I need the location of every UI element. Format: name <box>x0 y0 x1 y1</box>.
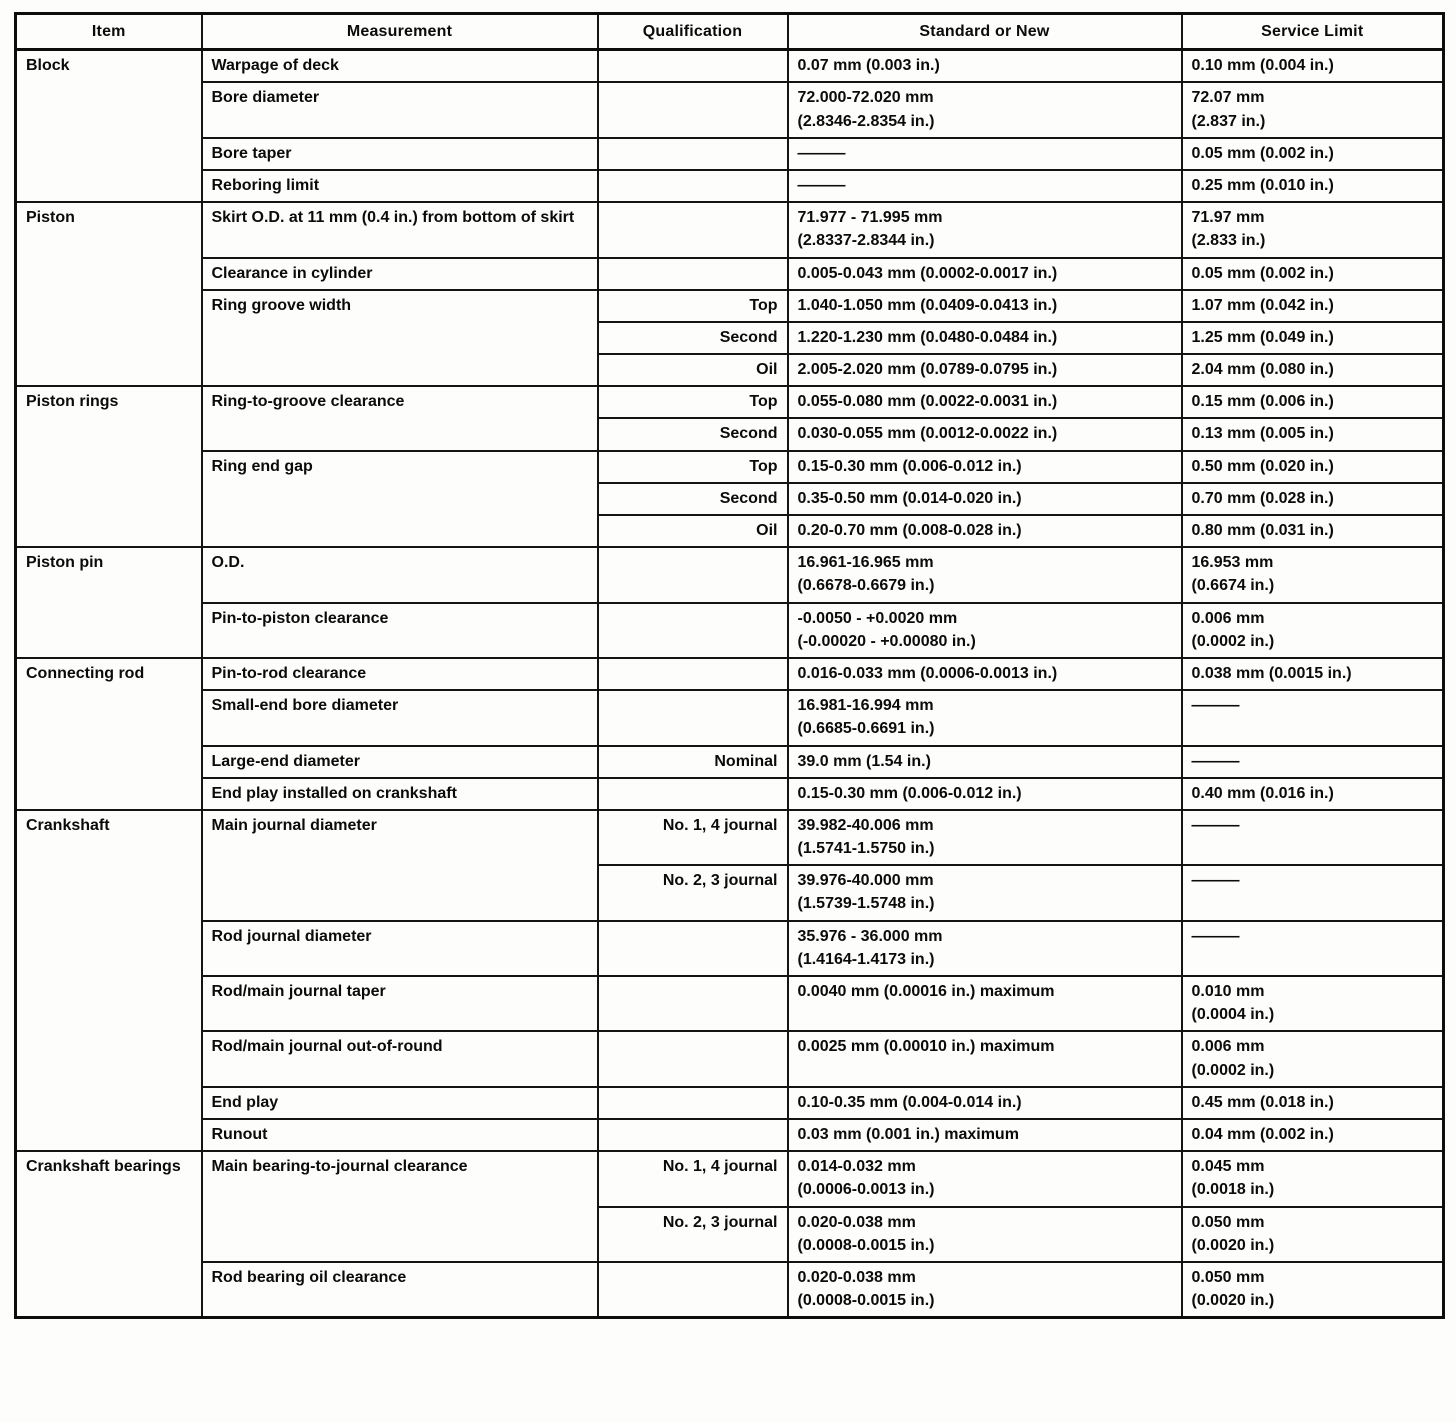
table-header-row <box>16 14 1444 50</box>
cell-line: 2.005-2.020 mm (0.0789-0.0795 in.) <box>797 361 1058 379</box>
qualification-cell <box>598 515 788 547</box>
cell-line: 0.010 mm <box>1191 983 1265 1000</box>
qualification-cell <box>598 258 788 290</box>
service-limit-cell <box>1182 810 1444 865</box>
item-cell <box>16 202 202 386</box>
standard-or-new-cell <box>788 354 1182 386</box>
cell-line: 16.953 mm <box>1191 554 1274 572</box>
standard-or-new-cell <box>788 451 1182 483</box>
cell-line: (2.833 in.) <box>1191 232 1266 250</box>
cell-line: (0.0006-0.0013 in.) <box>797 1181 935 1199</box>
cell-line: (0.0008-0.0015 in.) <box>797 1236 935 1254</box>
qualification-cell <box>598 170 788 202</box>
measurement-cell <box>202 1031 598 1086</box>
measurement-cell <box>202 658 598 690</box>
service-limit-cell <box>1182 82 1444 137</box>
qualification-cell <box>598 547 788 602</box>
engine-spec-table <box>14 12 1445 1319</box>
item-cell <box>16 810 202 1151</box>
cell-line: 1.25 mm (0.049 in.) <box>1191 328 1334 346</box>
cell-line: ——— <box>797 144 846 162</box>
cell-line: 0.014-0.032 mm <box>797 1158 916 1176</box>
service-limit-cell <box>1182 50 1444 83</box>
service-limit-cell <box>1182 386 1444 418</box>
table-row <box>16 170 1444 202</box>
cell-line: 0.80 mm (0.031 in.) <box>1191 522 1334 539</box>
cell-line: (0.0020 in.) <box>1191 1236 1275 1254</box>
cell-line: 1.040-1.050 mm (0.0409-0.0413 in.) <box>797 296 1058 314</box>
cell-line: ——— <box>1191 752 1240 770</box>
cell-line: 0.05 mm (0.002 in.) <box>1191 144 1334 162</box>
cell-line: Oil <box>756 361 778 379</box>
measurement-cell <box>202 50 598 83</box>
cell-line: 0.35-0.50 mm (0.014-0.020 in.) <box>797 489 1022 507</box>
qualification-cell <box>598 1151 788 1206</box>
cell-line: (2.837 in.) <box>1191 112 1266 130</box>
measurement-cell <box>202 258 598 290</box>
cell-line: 0.016-0.033 mm (0.0006-0.0013 in.) <box>797 664 1058 682</box>
qualification-cell <box>598 921 788 976</box>
standard-or-new-cell <box>788 483 1182 515</box>
qualification-cell <box>598 658 788 690</box>
header-standard-or-new: Standard or New <box>788 14 1182 50</box>
table-row <box>16 1031 1444 1086</box>
service-limit-cell <box>1182 170 1444 202</box>
table-row <box>16 547 1444 602</box>
cell-line: 0.15-0.30 mm (0.006-0.012 in.) <box>797 784 1022 802</box>
measurement-cell <box>202 1087 598 1119</box>
cell-line: 0.40 mm (0.016 in.) <box>1191 784 1334 802</box>
cell-line: End play installed on crankshaft <box>211 784 457 802</box>
service-limit-cell <box>1182 1087 1444 1119</box>
cell-line: (0.0002 in.) <box>1191 632 1275 650</box>
header-service-limit: Service Limit <box>1182 14 1444 50</box>
cell-line: 0.10 mm (0.004 in.) <box>1191 57 1334 75</box>
standard-or-new-cell <box>788 778 1182 810</box>
cell-line: Top <box>749 296 778 314</box>
cell-line: 0.04 mm (0.002 in.) <box>1191 1125 1334 1143</box>
header-qualification: Qualification <box>598 14 788 50</box>
cell-line: Small-end bore diameter <box>211 697 399 715</box>
qualification-cell <box>598 418 788 450</box>
qualification-cell <box>598 1031 788 1086</box>
cell-line: (0.6678-0.6679 in.) <box>797 577 935 595</box>
service-limit-cell <box>1182 483 1444 515</box>
standard-or-new-cell <box>788 138 1182 170</box>
service-limit-cell <box>1182 322 1444 354</box>
measurement-cell <box>202 170 598 202</box>
cell-line: O.D. <box>211 554 245 572</box>
measurement-cell <box>202 202 598 257</box>
standard-or-new-cell <box>788 1119 1182 1151</box>
item-cell <box>16 386 202 547</box>
qualification-cell <box>598 82 788 137</box>
cell-line: 0.07 mm (0.003 in.) <box>797 57 940 75</box>
table-row <box>16 1262 1444 1318</box>
measurement-cell <box>202 547 598 602</box>
standard-or-new-cell <box>788 290 1182 322</box>
service-limit-cell <box>1182 690 1444 745</box>
qualification-cell <box>598 354 788 386</box>
cell-line: ——— <box>1191 816 1240 834</box>
cell-line: 0.038 mm (0.0015 in.) <box>1191 664 1352 682</box>
cell-line: (0.0002 in.) <box>1191 1061 1275 1079</box>
cell-line: Main journal diameter <box>211 816 377 834</box>
qualification-cell <box>598 1262 788 1318</box>
cell-line: 0.0040 mm (0.00016 in.) maximum <box>797 983 1055 1000</box>
service-limit-cell <box>1182 976 1444 1031</box>
measurement-cell <box>202 451 598 548</box>
service-limit-cell <box>1182 658 1444 690</box>
cell-line: Crankshaft bearings <box>26 1158 181 1176</box>
standard-or-new-cell <box>788 50 1182 83</box>
cell-line: (1.4164-1.4173 in.) <box>797 950 935 968</box>
cell-line: Connecting rod <box>26 664 145 682</box>
item-cell <box>16 658 202 810</box>
standard-or-new-cell <box>788 515 1182 547</box>
qualification-cell <box>598 810 788 865</box>
cell-line: -0.0050 - +0.0020 mm <box>797 609 958 627</box>
cell-line: Skirt O.D. at 11 mm (0.4 in.) from bottom of skirt <box>211 209 575 227</box>
standard-or-new-cell <box>788 1087 1182 1119</box>
service-limit-cell <box>1182 1031 1444 1086</box>
service-limit-cell <box>1182 1119 1444 1151</box>
cell-line: (2.8337-2.8344 in.) <box>797 232 935 250</box>
cell-line: Top <box>749 457 778 475</box>
cell-line: Oil <box>756 522 778 539</box>
cell-line: 0.045 mm <box>1191 1158 1265 1176</box>
cell-line: Runout <box>211 1125 268 1143</box>
service-limit-cell <box>1182 865 1444 920</box>
qualification-cell <box>598 1087 788 1119</box>
service-limit-cell <box>1182 451 1444 483</box>
cell-line: No. 2, 3 journal <box>662 872 778 890</box>
qualification-cell <box>598 746 788 778</box>
qualification-cell <box>598 1207 788 1262</box>
cell-line: 0.10-0.35 mm (0.004-0.014 in.) <box>797 1093 1022 1111</box>
cell-line: 72.07 mm <box>1191 89 1265 107</box>
cell-line: Crankshaft <box>26 816 110 834</box>
standard-or-new-cell <box>788 746 1182 778</box>
cell-line: ——— <box>797 176 846 194</box>
cell-line: ——— <box>1191 872 1240 890</box>
cell-line: Ring end gap <box>211 457 313 475</box>
cell-line: Pin-to-rod clearance <box>211 664 367 682</box>
cell-line: 0.70 mm (0.028 in.) <box>1191 489 1334 507</box>
table-row <box>16 50 1444 83</box>
cell-line: Rod journal diameter <box>211 927 372 945</box>
header-measurement: Measurement <box>202 14 598 50</box>
standard-or-new-cell <box>788 322 1182 354</box>
cell-line: End play <box>211 1093 279 1111</box>
cell-line: (0.0004 in.) <box>1191 1006 1275 1024</box>
cell-line: No. 2, 3 journal <box>662 1213 778 1231</box>
qualification-cell <box>598 483 788 515</box>
standard-or-new-cell <box>788 603 1182 658</box>
table-row <box>16 658 1444 690</box>
service-limit-cell <box>1182 1207 1444 1262</box>
cell-line: 2.04 mm (0.080 in.) <box>1191 361 1334 379</box>
standard-or-new-cell <box>788 1151 1182 1206</box>
qualification-cell <box>598 865 788 920</box>
cell-line: Piston pin <box>26 554 104 572</box>
cell-line: 0.030-0.055 mm (0.0012-0.0022 in.) <box>797 425 1058 443</box>
table-row <box>16 921 1444 976</box>
table-row <box>16 746 1444 778</box>
service-limit-cell <box>1182 1262 1444 1318</box>
cell-line: Clearance in cylinder <box>211 264 373 282</box>
cell-line: 71.97 mm <box>1191 209 1265 227</box>
table-row <box>16 202 1444 257</box>
cell-line: Pin-to-piston clearance <box>211 609 389 627</box>
cell-line: (1.5741-1.5750 in.) <box>797 840 935 858</box>
item-cell <box>16 547 202 658</box>
qualification-cell <box>598 386 788 418</box>
cell-line: Rod/main journal out-of-round <box>211 1038 443 1056</box>
measurement-cell <box>202 290 598 387</box>
service-limit-cell <box>1182 258 1444 290</box>
measurement-cell <box>202 603 598 658</box>
standard-or-new-cell <box>788 810 1182 865</box>
qualification-cell <box>598 322 788 354</box>
cell-line: Rod/main journal taper <box>211 983 386 1000</box>
qualification-cell <box>598 451 788 483</box>
measurement-cell <box>202 976 598 1031</box>
cell-line: Reboring limit <box>211 176 320 194</box>
cell-line: 0.50 mm (0.020 in.) <box>1191 457 1334 475</box>
cell-line: (0.6685-0.6691 in.) <box>797 720 935 738</box>
service-limit-cell <box>1182 1151 1444 1206</box>
table-row <box>16 690 1444 745</box>
cell-line: Ring-to-groove clearance <box>211 393 405 411</box>
table-row <box>16 290 1444 322</box>
cell-line: Warpage of deck <box>211 57 339 75</box>
measurement-cell <box>202 810 598 921</box>
measurement-cell <box>202 1119 598 1151</box>
cell-line: (0.0018 in.) <box>1191 1181 1275 1199</box>
table-row <box>16 1119 1444 1151</box>
qualification-cell <box>598 202 788 257</box>
cell-line: (0.6674 in.) <box>1191 577 1275 595</box>
standard-or-new-cell <box>788 202 1182 257</box>
standard-or-new-cell <box>788 976 1182 1031</box>
standard-or-new-cell <box>788 82 1182 137</box>
table-row <box>16 258 1444 290</box>
cell-line: 0.15-0.30 mm (0.006-0.012 in.) <box>797 457 1022 475</box>
standard-or-new-cell <box>788 1262 1182 1318</box>
cell-line: 0.006 mm <box>1191 609 1265 627</box>
standard-or-new-cell <box>788 170 1182 202</box>
standard-or-new-cell <box>788 690 1182 745</box>
table-row <box>16 386 1444 418</box>
standard-or-new-cell <box>788 1031 1182 1086</box>
service-limit-cell <box>1182 547 1444 602</box>
table-row <box>16 451 1444 483</box>
standard-or-new-cell <box>788 658 1182 690</box>
measurement-cell <box>202 82 598 137</box>
standard-or-new-cell <box>788 547 1182 602</box>
cell-line: Top <box>749 393 778 411</box>
standard-or-new-cell <box>788 258 1182 290</box>
table-row <box>16 778 1444 810</box>
qualification-cell <box>598 603 788 658</box>
cell-line: 0.03 mm (0.001 in.) maximum <box>797 1125 1019 1143</box>
table-row <box>16 82 1444 137</box>
measurement-cell <box>202 921 598 976</box>
qualification-cell <box>598 1119 788 1151</box>
cell-line: 1.07 mm (0.042 in.) <box>1191 296 1334 314</box>
table-body <box>16 50 1444 1318</box>
cell-line: 0.45 mm (0.018 in.) <box>1191 1093 1334 1111</box>
cell-line: Bore diameter <box>211 89 320 107</box>
table-row <box>16 138 1444 170</box>
table-row <box>16 603 1444 658</box>
qualification-cell <box>598 778 788 810</box>
item-cell <box>16 1151 202 1318</box>
cell-line: 1.220-1.230 mm (0.0480-0.0484 in.) <box>797 328 1058 346</box>
cell-line: (1.5739-1.5748 in.) <box>797 895 935 913</box>
cell-line: Main bearing-to-journal clearance <box>211 1158 468 1176</box>
cell-line: 0.13 mm (0.005 in.) <box>1191 425 1334 443</box>
table-row <box>16 810 1444 865</box>
measurement-cell <box>202 746 598 778</box>
service-limit-cell <box>1182 921 1444 976</box>
cell-line: (0.0020 in.) <box>1191 1292 1275 1310</box>
cell-line: Large-end diameter <box>211 752 360 770</box>
cell-line: 39.0 mm (1.54 in.) <box>797 752 931 770</box>
service-limit-cell <box>1182 354 1444 386</box>
measurement-cell <box>202 1262 598 1318</box>
table-row <box>16 976 1444 1031</box>
cell-line: 72.000-72.020 mm <box>797 89 934 107</box>
standard-or-new-cell <box>788 921 1182 976</box>
standard-or-new-cell <box>788 418 1182 450</box>
service-limit-cell <box>1182 418 1444 450</box>
table-row <box>16 1151 1444 1206</box>
cell-line: Rod bearing oil clearance <box>211 1268 407 1286</box>
cell-line: ——— <box>1191 697 1240 715</box>
cell-line: 0.020-0.038 mm <box>797 1213 916 1231</box>
cell-line: 71.977 - 71.995 mm <box>797 209 943 227</box>
standard-or-new-cell <box>788 865 1182 920</box>
cell-line: 16.981-16.994 mm <box>797 697 934 715</box>
service-limit-cell <box>1182 138 1444 170</box>
qualification-cell <box>598 976 788 1031</box>
cell-line: 0.006 mm <box>1191 1038 1265 1056</box>
cell-line: Ring groove width <box>211 296 352 314</box>
cell-line: Second <box>719 489 778 507</box>
cell-line: 0.20-0.70 mm (0.008-0.028 in.) <box>797 522 1022 539</box>
service-limit-cell <box>1182 202 1444 257</box>
cell-line: 39.982-40.006 mm <box>797 816 934 834</box>
cell-line: (2.8346-2.8354 in.) <box>797 112 935 130</box>
cell-line: Second <box>719 425 778 443</box>
cell-line: 0.050 mm <box>1191 1213 1265 1231</box>
cell-line: Block <box>26 57 70 75</box>
qualification-cell <box>598 138 788 170</box>
qualification-cell <box>598 690 788 745</box>
cell-line: No. 1, 4 journal <box>662 816 778 834</box>
header-item: Item <box>16 14 202 50</box>
measurement-cell <box>202 386 598 450</box>
service-limit-cell <box>1182 290 1444 322</box>
measurement-cell <box>202 690 598 745</box>
cell-line: 39.976-40.000 mm <box>797 872 934 890</box>
table-row <box>16 1087 1444 1119</box>
header-row <box>16 14 1444 50</box>
cell-line: ——— <box>1191 927 1240 945</box>
cell-line: 35.976 - 36.000 mm <box>797 927 943 945</box>
cell-line: 0.005-0.043 mm (0.0002-0.0017 in.) <box>797 264 1058 282</box>
cell-line: Piston <box>26 209 75 227</box>
cell-line: (0.0008-0.0015 in.) <box>797 1292 935 1310</box>
qualification-cell <box>598 290 788 322</box>
cell-line: 0.15 mm (0.006 in.) <box>1191 393 1334 411</box>
item-cell <box>16 50 202 202</box>
cell-line: 0.0025 mm (0.00010 in.) maximum <box>797 1038 1055 1056</box>
cell-line: Bore taper <box>211 144 292 162</box>
service-limit-cell <box>1182 778 1444 810</box>
cell-line: 0.020-0.038 mm <box>797 1268 916 1286</box>
cell-line: Second <box>719 328 778 346</box>
qualification-cell <box>598 50 788 83</box>
cell-line: Piston rings <box>26 393 119 411</box>
cell-line: 0.055-0.080 mm (0.0022-0.0031 in.) <box>797 393 1058 411</box>
cell-line: No. 1, 4 journal <box>662 1158 778 1176</box>
service-limit-cell <box>1182 746 1444 778</box>
measurement-cell <box>202 1151 598 1262</box>
cell-line: 0.25 mm (0.010 in.) <box>1191 176 1334 194</box>
cell-line: Nominal <box>714 752 778 770</box>
cell-line: (-0.00020 - +0.00080 in.) <box>797 632 976 650</box>
measurement-cell <box>202 138 598 170</box>
cell-line: 16.961-16.965 mm <box>797 554 934 572</box>
service-limit-cell <box>1182 603 1444 658</box>
cell-line: 0.05 mm (0.002 in.) <box>1191 264 1334 282</box>
standard-or-new-cell <box>788 1207 1182 1262</box>
standard-or-new-cell <box>788 386 1182 418</box>
service-limit-cell <box>1182 515 1444 547</box>
measurement-cell <box>202 778 598 810</box>
cell-line: 0.050 mm <box>1191 1268 1265 1286</box>
